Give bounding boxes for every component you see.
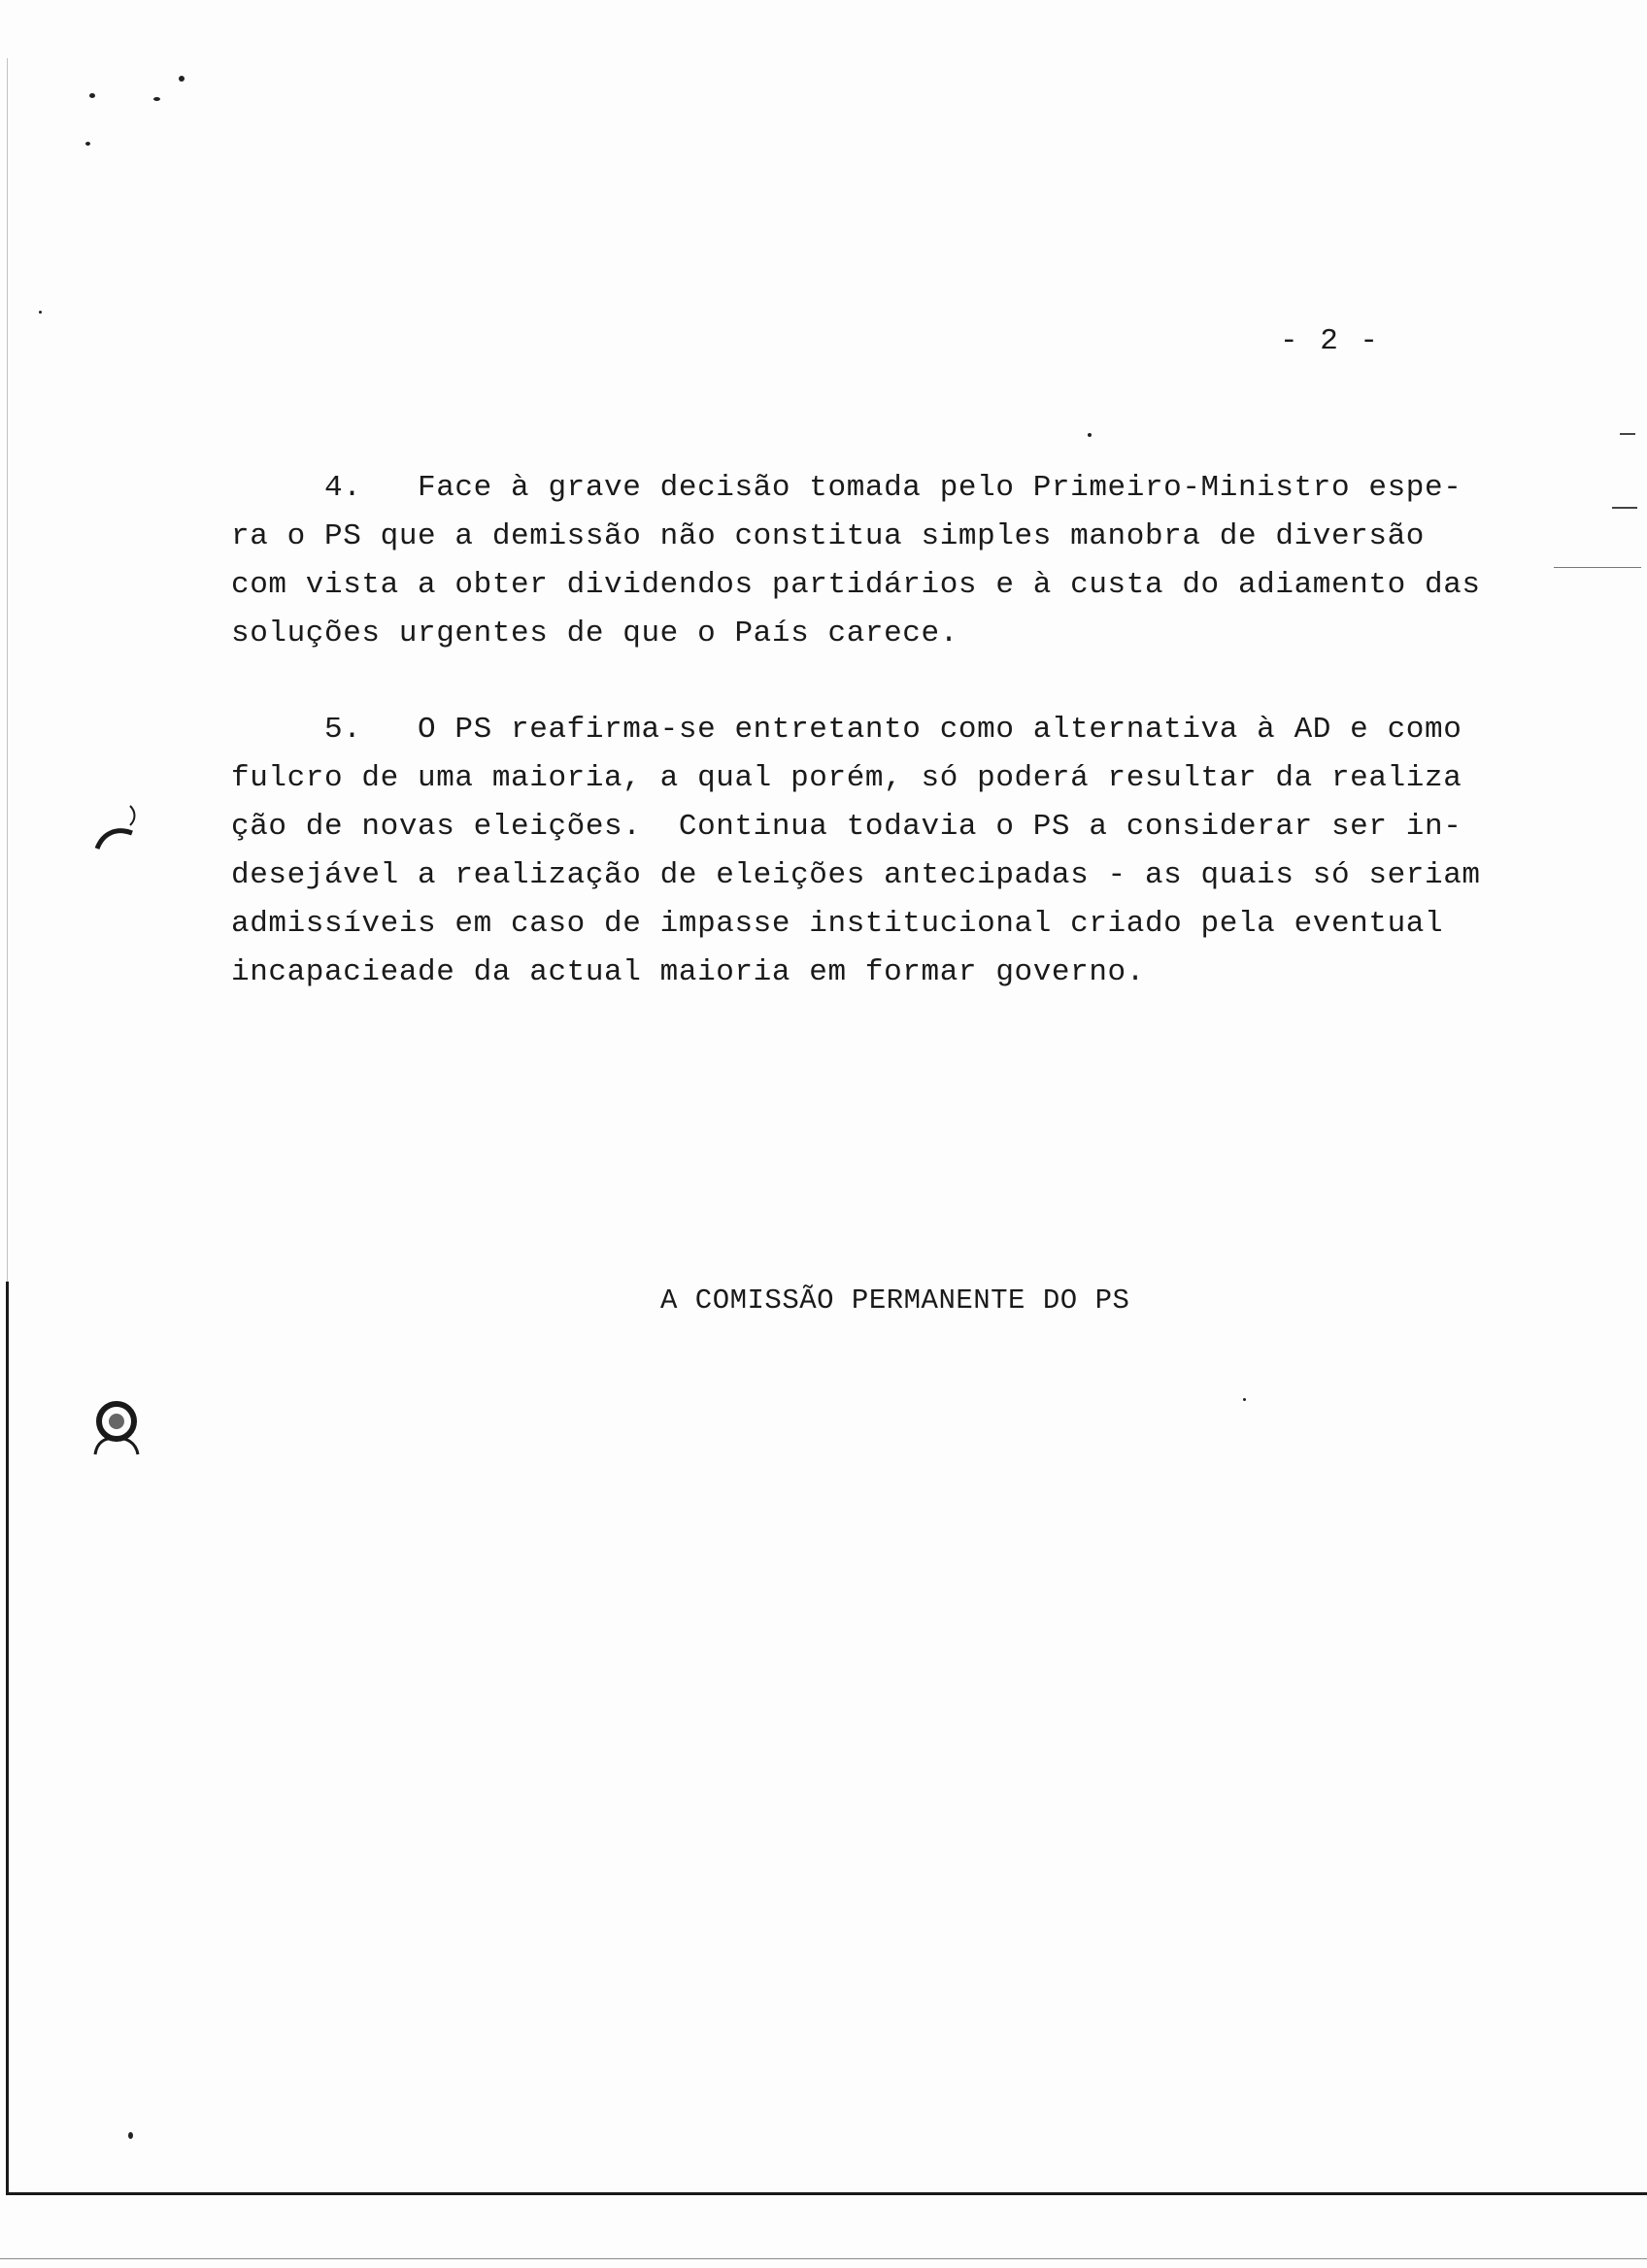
paragraph-5	[231, 706, 1532, 997]
scan-dash	[1620, 433, 1635, 435]
scan-speck	[1088, 433, 1092, 437]
paragraph-line: ra o PS que a demissão não constitua simples manobra de diversão	[231, 519, 1425, 553]
scan-margin-line	[6, 1282, 9, 2194]
paragraph-line: soluções urgentes de que o País carece.	[231, 617, 958, 650]
scan-dash	[1554, 567, 1641, 568]
scan-speck	[179, 76, 185, 82]
paragraph-line: 4. Face à grave decisão tomada pelo Primeiro-Ministro espe-	[231, 471, 1462, 505]
scan-bottom-edge-faint	[0, 2258, 1647, 2259]
paragraph-line: 5. O PS reafirma-se entretanto como alternativa à AD e como	[231, 713, 1462, 747]
punch-hole-mark	[93, 798, 144, 854]
scan-margin-line-faint	[7, 58, 8, 1282]
paragraph-line: com vista a obter dividendos partidários e à custa do adiamento das	[231, 568, 1481, 602]
paragraph-line: incapacieade da actual maioria em formar governo.	[231, 955, 1145, 989]
paragraph-line: fulcro de uma maioria, a qual porém, só poderá resultar da realiza	[231, 761, 1462, 795]
scan-speck	[89, 93, 95, 98]
scan-speck	[1243, 1398, 1246, 1401]
paragraph-line: admissíveis em caso de impasse institucional criado pela eventual	[231, 907, 1444, 941]
scan-speck	[153, 97, 160, 101]
page-number: - 2 -	[1280, 324, 1381, 358]
scan-dash	[1612, 507, 1637, 509]
paragraph-line: ção de novas eleições. Continua todavia o PS a considerar ser in-	[231, 810, 1462, 844]
scan-speck	[85, 142, 90, 146]
paragraph-4	[231, 464, 1532, 658]
scan-bottom-edge	[6, 2192, 1647, 2195]
signature: A COMISSÃO PERMANENTE DO PS	[660, 1284, 1130, 1317]
punch-hole-mark	[87, 1398, 144, 1462]
scan-speck	[39, 311, 42, 314]
scan-speck	[128, 2132, 133, 2139]
paragraph-line: desejável a realização de eleições antecipadas - as quais só seriam	[231, 858, 1481, 892]
